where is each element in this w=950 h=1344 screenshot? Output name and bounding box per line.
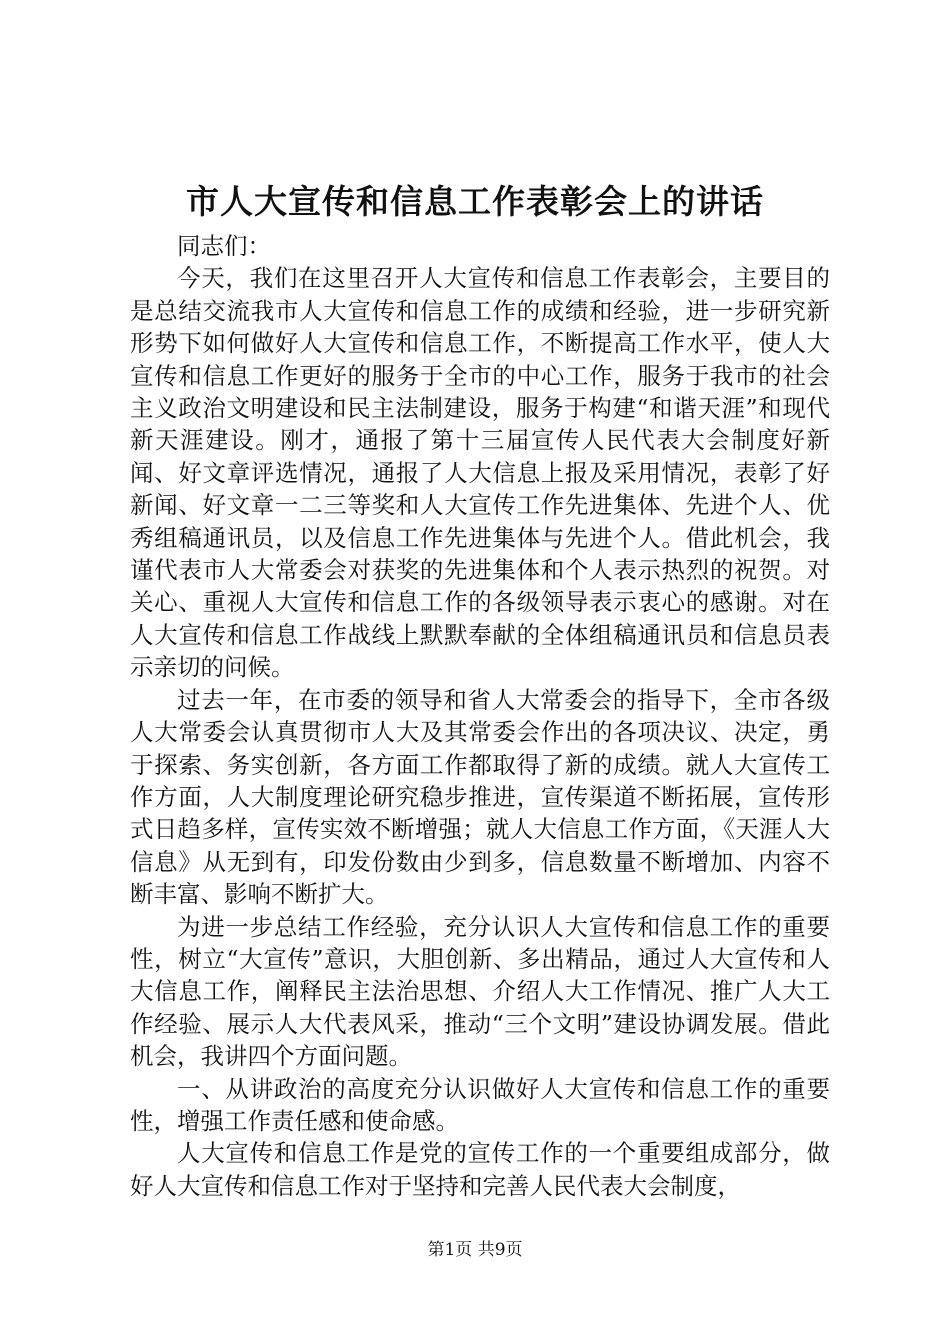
document-title: 市人大宣传和信息工作表彰会上的讲话: [186, 182, 764, 221]
paragraph: 人大宣传和信息工作是党的宣传工作的一个重要组成部分，做好人大宣传和信息工作对于坚持和完善人民代表大会制度，: [130, 1139, 830, 1200]
paragraph: 过去一年，在市委的领导和省人大常委会的指导下，全市各级人大常委会认真贯彻市人大及其常委会作出的各项决议、决定，勇于探索、务实创新，各方面工作都取得了新的成绩。就人大宣传工作方面，人大制度理论研究稳步推进，宣传渠道不断拓展，宣传形式日趋多样，宣传实效不断增强；就人大信息工作方面，《天涯人大信息》从无到有，印发份数由少到多，信息数量不断增加、内容不断丰富、影响不断扩大。: [130, 685, 830, 909]
page-footer: 第1页 共9页: [427, 1240, 523, 1260]
document-body: [130, 230, 830, 1202]
paragraph: 为进一步总结工作经验，充分认识人大宣传和信息工作的重要性，树立“大宣传”意识，大胆创新、多出精品，通过人大宣传和人大信息工作，阐释民主法治思想、介绍人大工作情况、推广人大工作经验、展示人大代表风采，推动“三个文明”建设协调发展。借此机会，我讲四个方面问题。: [130, 912, 830, 1071]
paragraph: 今天，我们在这里召开人大宣传和信息工作表彰会，主要目的是总结交流我市人大宣传和信息工作的成绩和经验，进一步研究新形势下如何做好人大宣传和信息工作，不断提高工作水平，使人大宣传和信息工作更好的服务于全市的中心工作，服务于我市的社会主义政治文明建设和民主法制建设，服务于构建“和谐天涯”和现代新天涯建设。刚才，通报了第十三届宣传人民代表大会制度好新闻、好文章评选情况，通报了人大信息上报及采用情况，表彰了好新闻、好文章一二三等奖和人大宣传工作先进集体、先进个人、优秀组稿通讯员，以及信息工作先进集体与先进个人。借此机会，我谨代表市人大常委会对获奖的先进集体和个人表示热烈的祝贺。对关心、重视人大宣传和信息工作的各级领导表示衷心的感谢。对在人大宣传和信息工作战线上默默奉献的全体组稿通讯员和信息员表示亲切的问候。: [130, 264, 830, 682]
salutation: 同志们：: [177, 232, 271, 260]
section-heading: 一、从讲政治的高度充分认识做好人大宣传和信息工作的重要性，增强工作责任感和使命感。: [130, 1074, 830, 1135]
